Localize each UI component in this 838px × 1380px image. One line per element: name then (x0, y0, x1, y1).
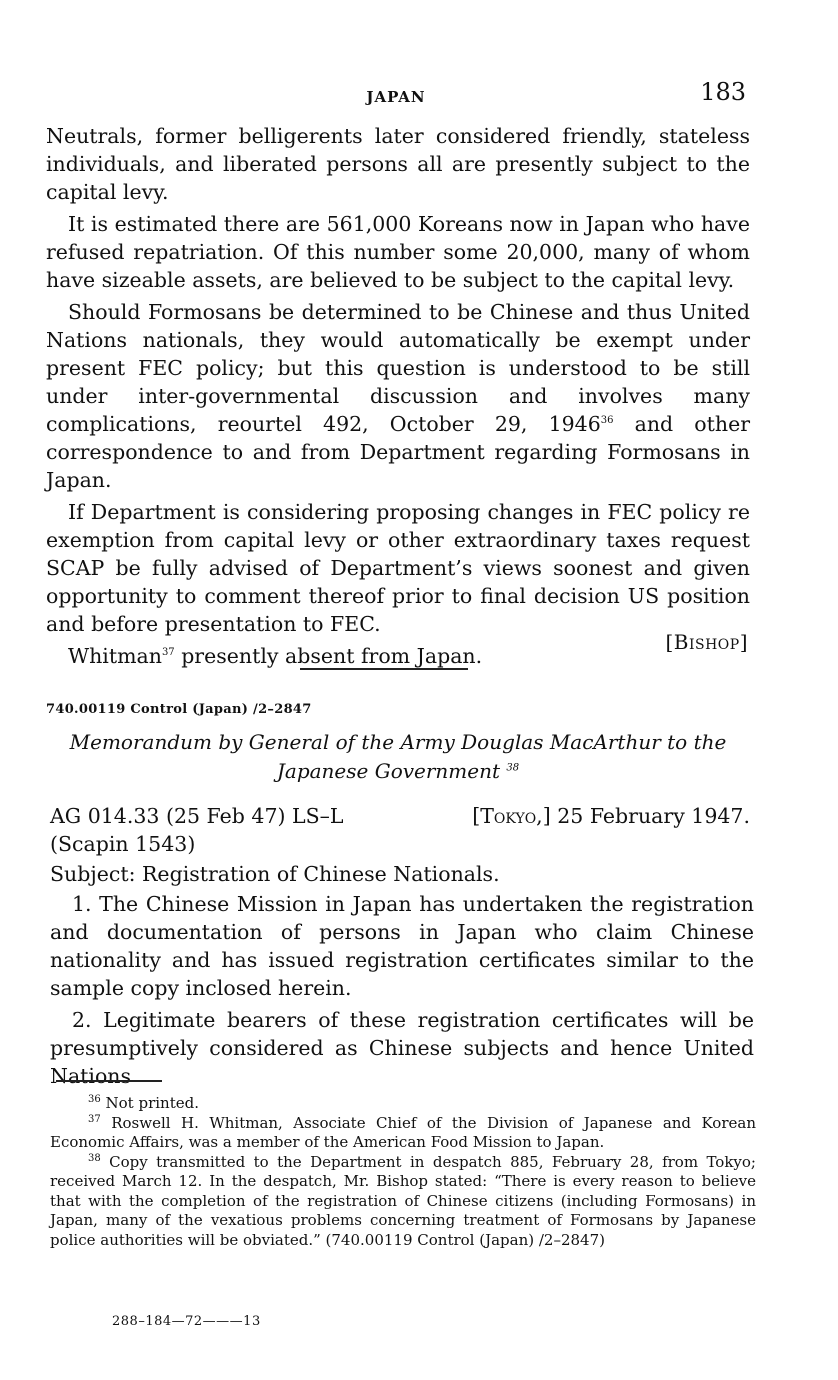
paragraph: It is estimated there are 561,000 Koreans now in Japan who have refused repatriation. Of this number some 20,000, many of whom have sizeable assets, are believed to be subject to the capital levy. (46, 212, 750, 292)
footnote-ref: 37 (161, 647, 175, 659)
footnotes (50, 1094, 756, 1250)
running-title: JAPAN (366, 88, 426, 106)
footnote-ref: 36 (600, 415, 614, 427)
footnote: $^{38}$ Copy transmitted to the Department in despatch 885, February 28, from Tokyo; received March 12. In the despatch, Mr. Bishop stated: “There is every reason to believe that with the completion of the registration of Chinese citizens (including Formosans) in Japan, many of the vexatious problems concerning treatment of Formosans by Japanese police authorities will be obviated.” (740.00119 Control (Japan) /2–2847) (50, 1152, 756, 1249)
memo-subject: Subject: Registration of Chinese Nationals. (50, 862, 500, 886)
paragraph: Whitman$^{37}$ presently absent from Japan. (68, 644, 483, 668)
footnote: $^{36}$ Not printed. (88, 1094, 199, 1112)
print-code: 288–184—72———13 (112, 1314, 261, 1329)
memo-body (50, 890, 754, 1090)
paragraph: 1. The Chinese Mission in Japan has undertaken the registration and documentation of persons in Japan who claim Chinese nationality and has issued registration certificates similar to the sample copy inclosed herein. (50, 892, 754, 1000)
running-head (46, 78, 746, 112)
scapin-number: (Scapin 1543) (50, 832, 196, 856)
memo-date: [Tokyo,] 25 February 1947. (472, 804, 750, 828)
paragraph: Should Formosans be determined to be Chinese and thus United Nations nationals, they would automatically be exempt under present FEC policy; but this question is understood to be still under inter-governmental discussion and involves many complications, reourtel 492, October 29, 1946$^{36}$ and other correspondence to and from Department regarding Formosans in Japan. (46, 300, 750, 492)
footnote-ref: 38 (506, 762, 520, 774)
file-reference: 740.00119 Control (Japan) /2–2847 (46, 702, 312, 717)
section-divider (300, 668, 468, 670)
memo-reference: AG 014.33 (25 Feb 47) LS–L (50, 804, 344, 828)
paragraph: If Department is considering proposing changes in FEC policy re exemption from capital levy or other extraordinary taxes request SCAP be fully advised of Department’s views soonest and given opportunity to comment thereof prior to final decision US position and before presentation to FEC. (46, 500, 750, 636)
page-number: 183 (700, 78, 746, 106)
signature: [Bishop] (665, 630, 748, 654)
footnote: $^{37}$ Roswell H. Whitman, Associate Chief of the Division of Japanese and Korean Economic Affairs, was a member of the American Food Mission to Japan. (50, 1113, 756, 1151)
telegram-body (46, 122, 750, 670)
paragraph: Neutrals, former belligerents later considered friendly, stateless individuals, and liberated persons all are presently subject to the capital levy. (46, 124, 750, 204)
document-title: Memorandum by General of the Army Douglas MacArthur to the Japanese Government $^{38}$ (69, 730, 727, 783)
paragraph: 2. Legitimate bearers of these registration certificates will be presumptively considered as Chinese subjects and hence United Nations (50, 1008, 754, 1088)
footnote-rule (56, 1080, 162, 1082)
